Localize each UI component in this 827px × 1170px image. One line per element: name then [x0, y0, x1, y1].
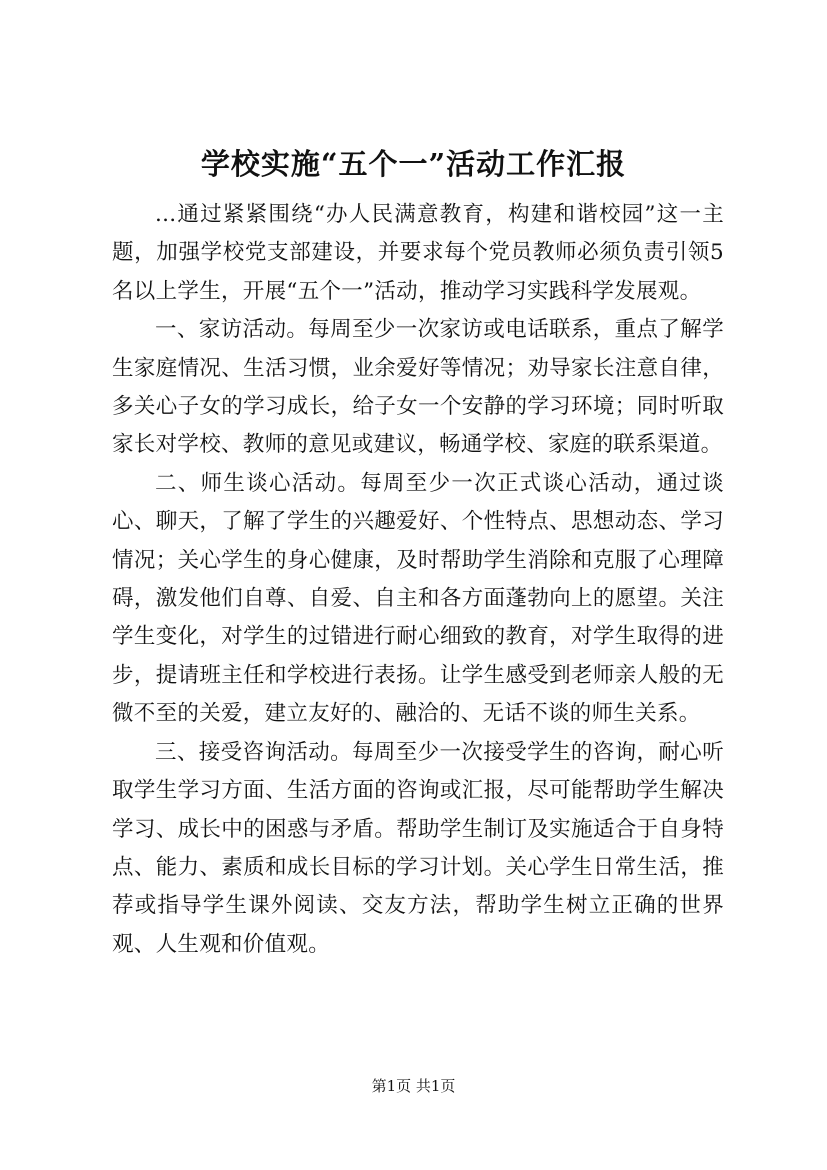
paragraph-consultation: 三、接受咨询活动。每周至少一次接受学生的咨询，耐心听取学生学习方面、生活方面的咨询或汇报，尽可能帮助学生解决学习、成长中的困惑与矛盾。帮助学生制订及实施适合于自身特点、能力、素质和成长目标的学习计划。关心学生日常生活，推荐或指导学生课外阅读、交友方法，帮助学生树立正确的世界观、人生观和价值观。 — [112, 739, 724, 957]
document-body — [112, 196, 724, 964]
page-number-footer: 第1页 共1页 — [371, 1077, 456, 1095]
paragraph-heart-to-heart: 二、师生谈心活动。每周至少一次正式谈心活动，通过谈心、聊天，了解了学生的兴趣爱好、个性特点、思想动态、学习情况；关心学生的身心健康，及时帮助学生消除和克服了心理障碍，激发他们自尊、自爱、自主和各方面蓬勃向上的愿望。关注学生变化，对学生的过错进行耐心细致的教育，对学生取得的进步，提请班主任和学校进行表扬。让学生感受到老师亲人般的无微不至的关爱，建立友好的、融洽的、无话不谈的师生关系。 — [112, 470, 724, 727]
document-title: 学校实施“五个一”活动工作汇报 — [200, 147, 627, 181]
paragraph-home-visit: 一、家访活动。每周至少一次家访或电话联系，重点了解学生家庭情况、生活习惯，业余爱好等情况；劝导家长注意自律，多关心子女的学习成长，给子女一个安静的学习环境；同时听取家长对学校、教师的意见或建议，畅通学校、家庭的联系渠道。 — [112, 317, 724, 458]
paragraph-intro: ...通过紧紧围绕“办人民满意教育，构建和谐校园”这一主题，加强学校党支部建设，并要求每个党员教师必须负责引领5名以上学生，开展“五个一”活动，推动学习实践科学发展观。 — [112, 202, 724, 304]
